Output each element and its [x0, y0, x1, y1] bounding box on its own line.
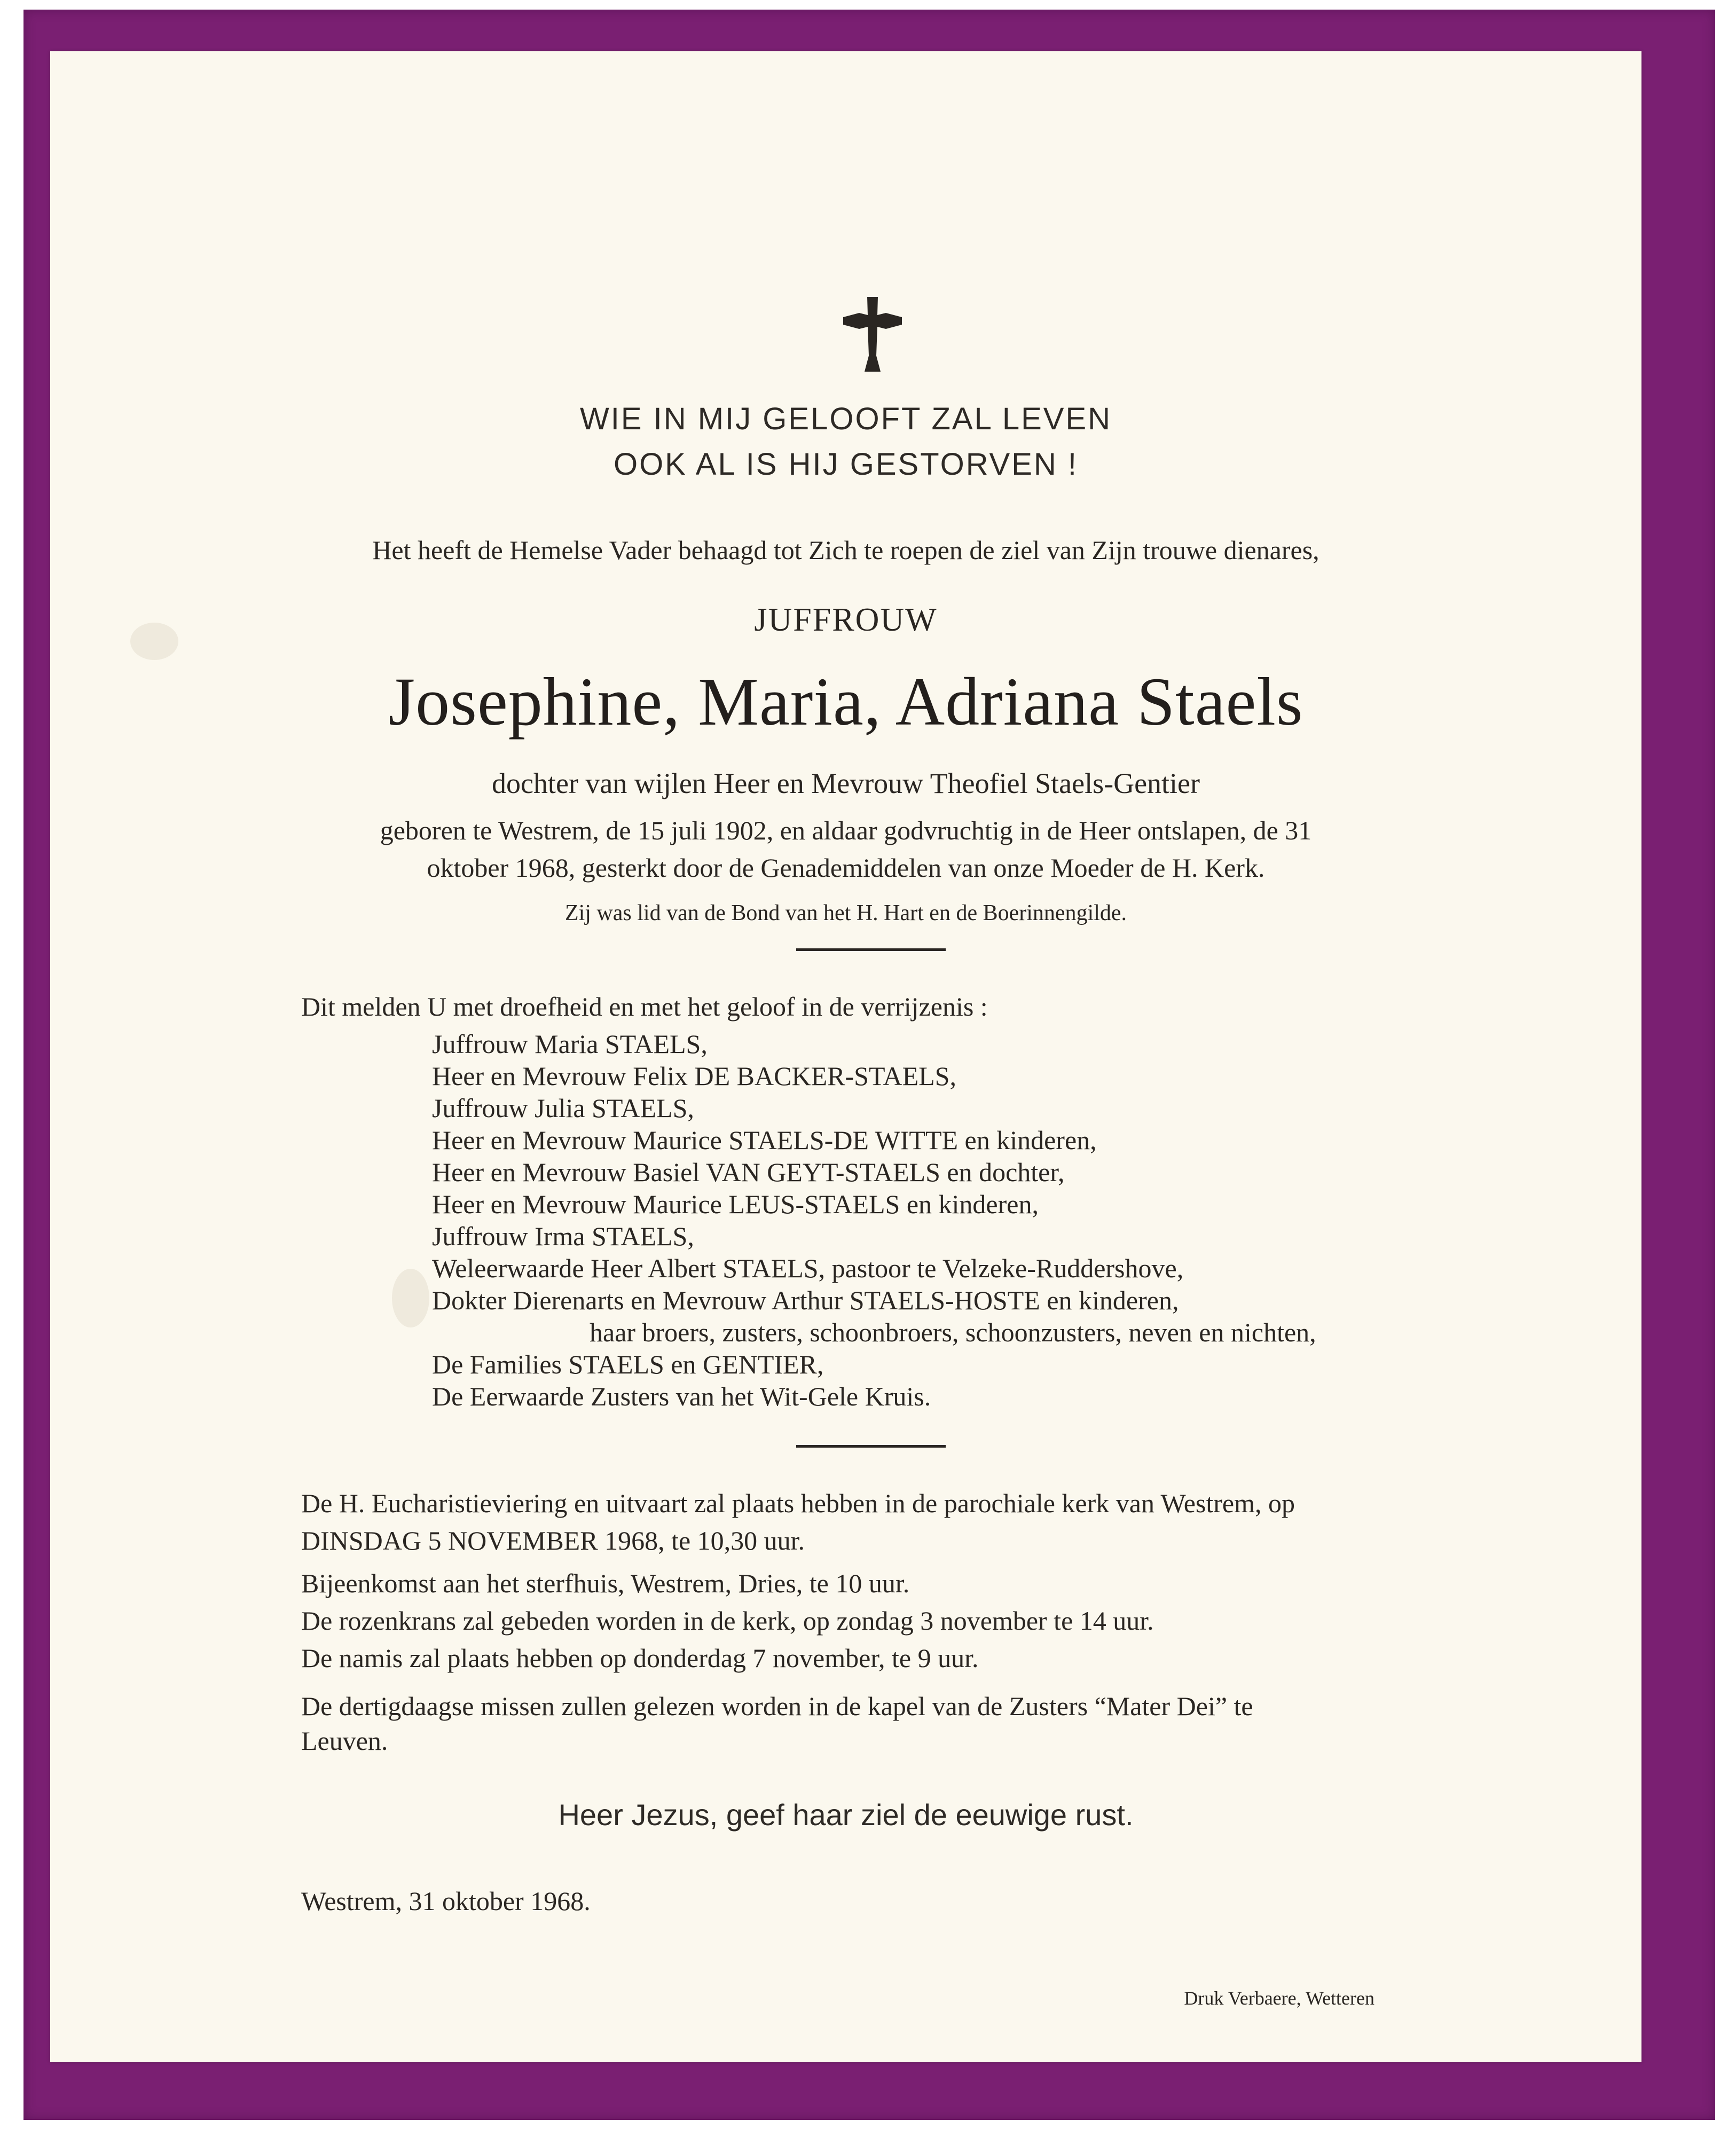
intro-text: Het heeft de Hemelse Vader behaagd tot Zich te roepen de ziel van Zijn trouwe dienares,: [372, 535, 1319, 565]
mourner-line: Heer en Mevrouw Felix DE BACKER-STAELS,: [432, 1061, 956, 1091]
mourner-line: Heer en Mevrouw Basiel VAN GEYT-STAELS en dochter,: [432, 1157, 1065, 1187]
mourner-line: Juffrouw Irma STAELS,: [432, 1221, 694, 1251]
masses-line-1: De dertigdaagse missen zullen gelezen worden in de kapel van de Zusters “Mater Dei” te: [301, 1691, 1253, 1721]
closing-prayer: Heer Jezus, geef haar ziel de eeuwige rust.: [558, 1798, 1134, 1832]
gathering-text: Bijeenkomst aan het sterfhuis, Westrem, Dries, te 10 uur.: [301, 1568, 910, 1598]
cross-icon: [843, 297, 902, 372]
mourner-line: Heer en Mevrouw Maurice LEUS-STAELS en kinderen,: [432, 1189, 1039, 1219]
birth-death-line-1: geboren te Westrem, de 15 juli 1902, en aldaar godvruchtig in de Heer ontslapen, de 31: [380, 815, 1312, 845]
divider: [796, 1445, 946, 1448]
mourner-line: Weleerwaarde Heer Albert STAELS, pastoor te Velzeke-Ruddershove,: [432, 1253, 1184, 1283]
announcement-intro: Dit melden U met droefheid en met het geloof in de verrijzenis :: [301, 992, 988, 1022]
service-line-1: De H. Eucharistieviering en uitvaart zal plaats hebben in de parochiale kerk van Westrem, op: [301, 1488, 1295, 1518]
mourner-line: Heer en Mevrouw Maurice STAELS-DE WITTE en kinderen,: [432, 1125, 1097, 1155]
masses-line-2: Leuven.: [301, 1726, 388, 1756]
salutation: JUFFROUW: [754, 602, 938, 638]
parents-text: dochter van wijlen Heer en Mevrouw Theofiel Staels-Gentier: [491, 767, 1200, 799]
motto-line-1: WIE IN MIJ GELOOFT ZAL LEVEN: [579, 402, 1112, 436]
mourner-line: haar broers, zusters, schoonbroers, schoonzusters, neven en nichten,: [590, 1317, 1316, 1347]
mourner-line: De Eerwaarde Zusters van het Wit-Gele Kruis.: [432, 1381, 931, 1411]
birth-death-line-2: oktober 1968, gesterkt door de Genademiddelen van onze Moeder de H. Kerk.: [427, 853, 1265, 883]
membership-text: Zij was lid van de Bond van het H. Hart en de Boerinnengilde.: [564, 901, 1127, 925]
namis-text: De namis zal plaats hebben op donderdag 7 november, te 9 uur.: [301, 1643, 979, 1673]
paper-stain: [392, 1269, 429, 1327]
motto-line-2: OOK AL IS HIJ GESTORVEN !: [613, 447, 1079, 482]
mourner-line: Juffrouw Julia STAELS,: [432, 1093, 694, 1123]
place-date: Westrem, 31 oktober 1968.: [301, 1886, 591, 1916]
mourner-line: De Families STAELS en GENTIER,: [432, 1349, 824, 1379]
mourner-line: Dokter Dierenarts en Mevrouw Arthur STAELS-HOSTE en kinderen,: [432, 1285, 1179, 1315]
death-notice-card: [50, 51, 1641, 2062]
divider: [796, 948, 946, 951]
deceased-name: Josephine, Maria, Adriana Staels: [388, 664, 1303, 740]
service-line-2: DINSDAG 5 NOVEMBER 1968, te 10,30 uur.: [301, 1526, 805, 1555]
rosary-text: De rozenkrans zal gebeden worden in de kerk, op zondag 3 november te 14 uur.: [301, 1606, 1154, 1636]
mourner-line: Juffrouw Maria STAELS,: [432, 1029, 708, 1059]
printer-credit: Druk Verbaere, Wetteren: [1184, 1987, 1374, 2009]
